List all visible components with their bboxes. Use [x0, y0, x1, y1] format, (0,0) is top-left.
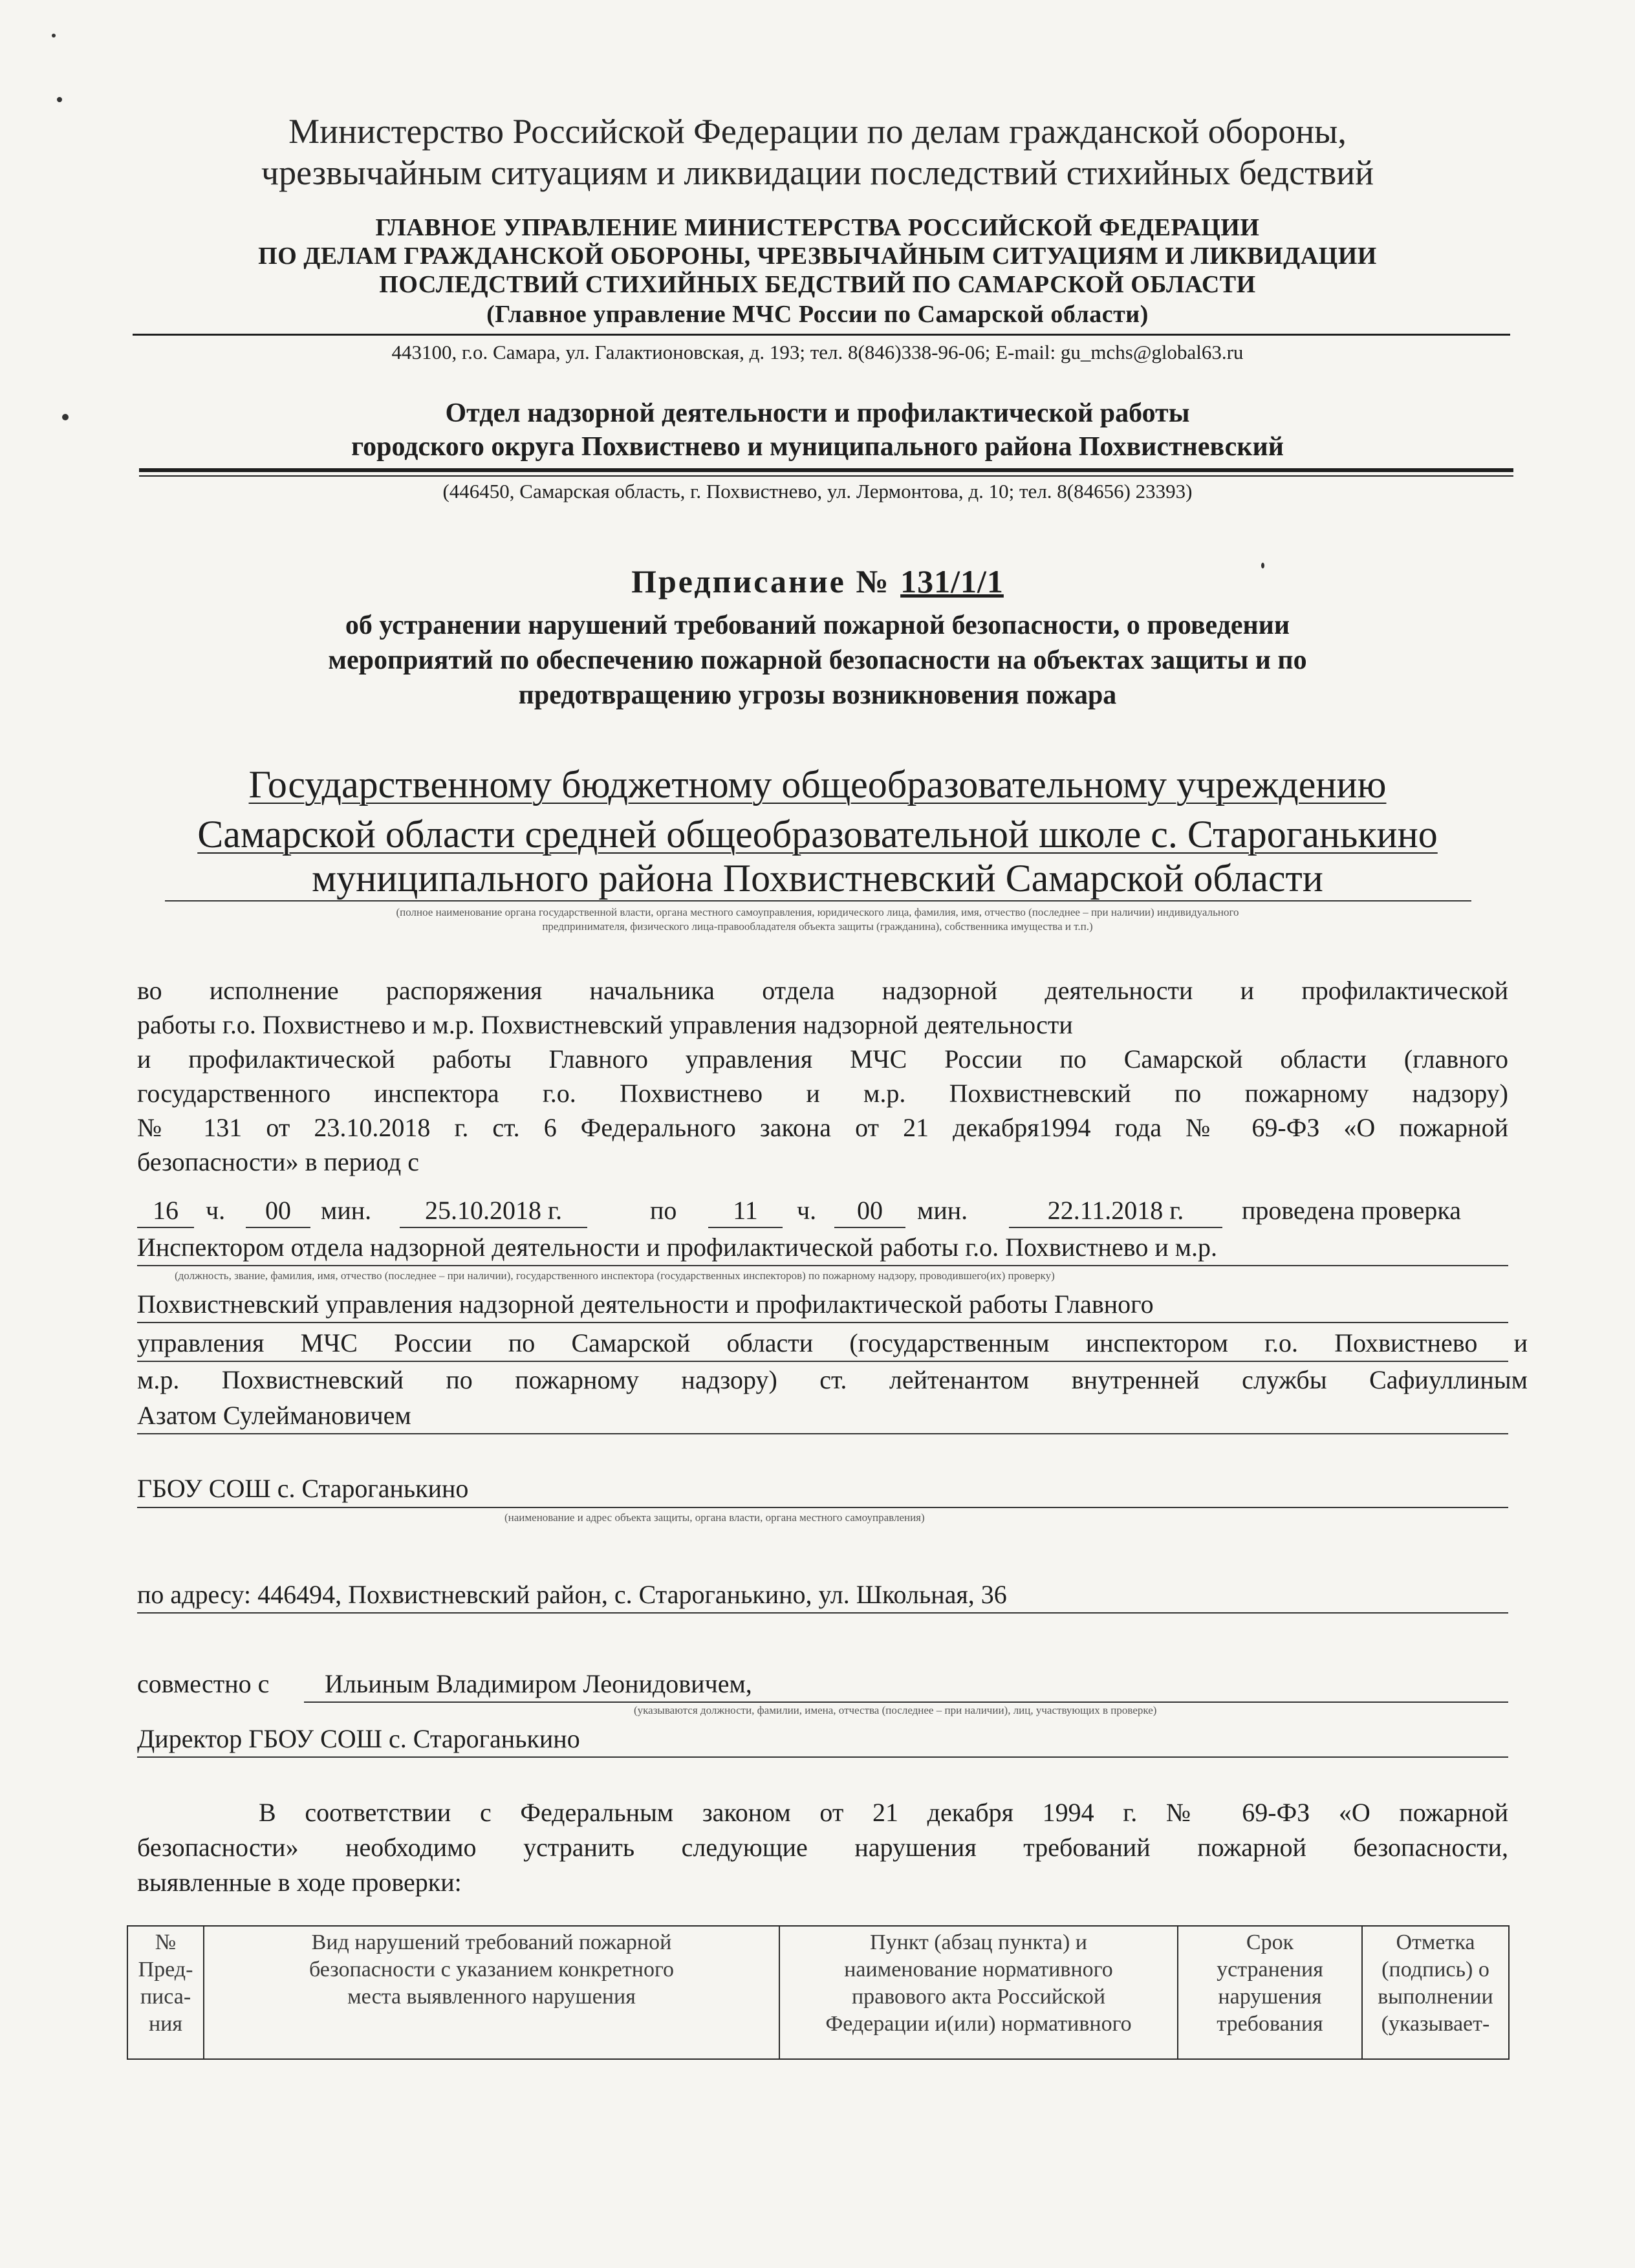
- recipient-line2: [0, 813, 1635, 856]
- jointly-position-underline: [137, 1756, 1508, 1758]
- title-subtitle-line1: об устранении нарушений требований пожарной безопасности, о проведении: [345, 610, 1290, 640]
- period-to-label: по: [650, 1196, 677, 1225]
- body-line5: № 131 от 23.10.2018 г. ст. 6 Федерального закона от 21 декабря1994 года № 69-ФЗ «О пожарной: [137, 1113, 1508, 1142]
- document-number: 131/1/1: [900, 563, 1004, 599]
- document-title: [0, 563, 1635, 600]
- object-caption: (наименование и адрес объекта защиты, органа власти, органа местного самоуправления): [504, 1511, 925, 1524]
- inspector-line1: Инспектором отдела надзорной деятельности и профилактической работы г.о. Похвистнево и м.р.: [137, 1233, 1218, 1262]
- jointly-underline: [304, 1701, 1508, 1703]
- col-mark-header: [1362, 1926, 1509, 2059]
- body-line4: государственного инспектора г.о. Похвистнево и м.р. Похвистневский по пожарному надзору): [137, 1079, 1508, 1108]
- object-underline: [137, 1507, 1508, 1508]
- col-number-text-2: Пред-: [138, 1958, 193, 1982]
- end-hour-label: ч.: [797, 1196, 817, 1225]
- scan-speck: [57, 97, 62, 102]
- conclusion-line1: В соответствии с Федеральным законом от 21 декабря 1994 г. № 69-ФЗ «О пожарной: [259, 1798, 1508, 1827]
- end-hour-underline: [708, 1227, 783, 1228]
- inspector-underline3: [137, 1361, 1508, 1362]
- recipient-underline: [165, 900, 1471, 902]
- col-regulation-header: [779, 1926, 1178, 2059]
- col-deadline-header: [1178, 1926, 1362, 2059]
- start-minute-label: мин.: [321, 1196, 372, 1225]
- col-mark-text-1: Отметка: [1396, 1930, 1475, 1954]
- col-violation-header: [204, 1926, 779, 2059]
- body-line6: безопасности» в период с: [137, 1147, 419, 1176]
- department-name-line2: городского округа Похвистнево и муниципального района Похвистневский: [351, 432, 1284, 462]
- title-subtitle-line3: предотвращению угрозы возникновения пожара: [518, 680, 1117, 710]
- department-address: (446450, Самарская область, г. Похвистнево, ул. Лермонтова, д. 10; тел. 8(84656) 23393): [442, 480, 1193, 502]
- col-violation-text-2: безопасности с указанием конкретного: [309, 1958, 675, 1982]
- start-hour-underline: [137, 1227, 194, 1228]
- department-rule-thick: [139, 468, 1513, 472]
- col-number-text-1: №: [155, 1930, 177, 1954]
- inspection-done-label: проведена проверка: [1242, 1196, 1461, 1225]
- col-regulation-text-3: правового акта Российской: [851, 1985, 1106, 2009]
- object-address: по адресу: 446494, Похвистневский район, с. Староганькино, ул. Школьная, 36: [137, 1580, 1007, 1609]
- recipient-line2-text: Самарской области средней общеобразовательной школе с. Староганькино: [197, 813, 1438, 856]
- inspector-underline2: [137, 1322, 1508, 1323]
- recipient-line3: муниципального района Похвистневский Самарской области: [312, 857, 1323, 900]
- title-subtitle-line2: мероприятий по обеспечению пожарной безопасности на объектах защиты и по: [328, 645, 1307, 675]
- recipient-caption-line2: предпринимателя, физического лица-правообладателя объекта защиты (гражданина), собственника имущества и т.п.): [542, 920, 1093, 933]
- jointly-position: Директор ГБОУ СОШ с. Староганькино: [137, 1724, 580, 1753]
- col-mark-text-4: (указывает-: [1381, 2012, 1490, 2036]
- hq-name-line1: ГЛАВНОЕ УПРАВЛЕНИЕ МИНИСТЕРСТВА РОССИЙСКОЙ ФЕДЕРАЦИИ: [375, 214, 1260, 241]
- hq-address: 443100, г.о. Самара, ул. Галактионовская, д. 193; тел. 8(846)338-96-06; E-mail: gu_mchs@global63.ru: [391, 341, 1244, 363]
- col-violation-text-3: места выявленного нарушения: [347, 1985, 636, 2009]
- end-minute-underline: [834, 1227, 905, 1228]
- end-minute-label: мин.: [917, 1196, 968, 1225]
- col-deadline-text-3: нарушения: [1218, 1985, 1322, 2009]
- header-divider: [133, 334, 1510, 336]
- col-number-header: [127, 1926, 204, 2059]
- col-mark-text-3: выполнении: [1378, 1985, 1493, 2009]
- inspector-line5: Азатом Сулеймановичем: [137, 1401, 411, 1430]
- title-prefix: Предписание №: [631, 563, 901, 599]
- recipient-line1-text: Государственному бюджетному общеобразовательному учреждению: [248, 763, 1387, 806]
- ministry-name-line1: Министерство Российской Федерации по делам гражданской обороны,: [288, 112, 1347, 151]
- inspector-line3: управления МЧС России по Самарской области (государственным инспектором г.о. Похвистнево и: [137, 1328, 1528, 1357]
- recipient-caption-line1: (полное наименование органа государственной власти, органа местного самоуправления, юридического лица, фамилия, имя, отчество (последнее – при наличии) индивидуального: [396, 906, 1239, 918]
- start-hour: 16: [153, 1196, 179, 1225]
- body-line2: работы г.о. Похвистнево и м.р. Похвистневский управления надзорной деятельности: [137, 1010, 1073, 1039]
- start-date-underline: [400, 1227, 587, 1228]
- inspector-underline5: [137, 1433, 1508, 1434]
- col-mark-text-2: (подпись) о: [1381, 1958, 1489, 1982]
- start-minute: 00: [265, 1196, 291, 1225]
- department-name-line1: Отдел надзорной деятельности и профилактической работы: [445, 398, 1190, 428]
- end-date: 22.11.2018 г.: [1047, 1196, 1184, 1225]
- recipient-line1: [0, 763, 1635, 806]
- ministry-name-line2: чрезвычайным ситуациям и ликвидации последствий стихийных бедствий: [261, 153, 1374, 192]
- col-regulation-text-1: Пункт (абзац пункта) и: [870, 1930, 1087, 1954]
- end-minute: 00: [857, 1196, 883, 1225]
- col-regulation-text-2: наименование нормативного: [844, 1958, 1113, 1982]
- body-line3: и профилактической работы Главного управления МЧС России по Самарской области (главного: [137, 1044, 1508, 1074]
- department-rule-thin: [139, 475, 1513, 477]
- inspector-caption: (должность, звание, фамилия, имя, отчество (последнее – при наличии), государственного инспектора (государственных инспекторов) по пожарному надзору, проводившего(их) проверку): [175, 1269, 1055, 1282]
- jointly-label: совместно с: [137, 1669, 270, 1698]
- object-address-underline: [137, 1612, 1508, 1614]
- hq-name-line4: (Главное управление МЧС России по Самарской области): [486, 301, 1149, 328]
- jointly-name: Ильиным Владимиром Леонидовичем,: [325, 1669, 752, 1698]
- scan-speck: [1261, 563, 1264, 568]
- inspector-line2: Похвистневский управления надзорной деятельности и профилактической работы Главного: [137, 1290, 1154, 1319]
- object-name: ГБОУ СОШ с. Староганькино: [137, 1474, 469, 1503]
- body-line1: во исполнение распоряжения начальника отдела надзорной деятельности и профилактической: [137, 976, 1508, 1005]
- col-number-text-3: писа-: [140, 1985, 191, 2009]
- col-number-text-4: ния: [148, 2012, 183, 2036]
- end-date-underline: [1009, 1227, 1222, 1228]
- scan-speck: [52, 34, 56, 38]
- start-minute-underline: [246, 1227, 310, 1228]
- violations-table: [127, 1925, 1510, 2060]
- col-deadline-text-2: устранения: [1217, 1958, 1323, 1982]
- conclusion-line3: выявленные в ходе проверки:: [137, 1868, 462, 1897]
- col-violation-text-1: Вид нарушений требований пожарной: [311, 1930, 672, 1954]
- end-hour: 11: [733, 1196, 758, 1225]
- hq-name-line2: ПО ДЕЛАМ ГРАЖДАНСКОЙ ОБОРОНЫ, ЧРЕЗВЫЧАЙНЫМ СИТУАЦИЯМ И ЛИКВИДАЦИИ: [258, 243, 1377, 270]
- start-hour-label: ч.: [206, 1196, 226, 1225]
- start-date: 25.10.2018 г.: [425, 1196, 562, 1225]
- scan-speck: [62, 414, 69, 420]
- col-regulation-text-4: Федерации и(или) нормативного: [825, 2012, 1132, 2036]
- col-deadline-text-1: Срок: [1246, 1930, 1294, 1954]
- conclusion-line2: безопасности» необходимо устранить следующие нарушения требований пожарной безопасности,: [137, 1833, 1508, 1862]
- jointly-caption: (указываются должности, фамилии, имена, отчества (последнее – при наличии), лиц, участвующих в проверке): [634, 1704, 1157, 1716]
- inspector-underline1: [137, 1265, 1508, 1266]
- violations-table-header-row: [127, 1926, 1509, 2059]
- col-deadline-text-4: требования: [1217, 2012, 1323, 2036]
- hq-name-line3: ПОСЛЕДСТВИЙ СТИХИЙНЫХ БЕДСТВИЙ ПО САМАРСКОЙ ОБЛАСТИ: [379, 271, 1256, 298]
- inspector-line4: м.р. Похвистневский по пожарному надзору) ст. лейтенантом внутренней службы Сафиуллиным: [137, 1365, 1528, 1394]
